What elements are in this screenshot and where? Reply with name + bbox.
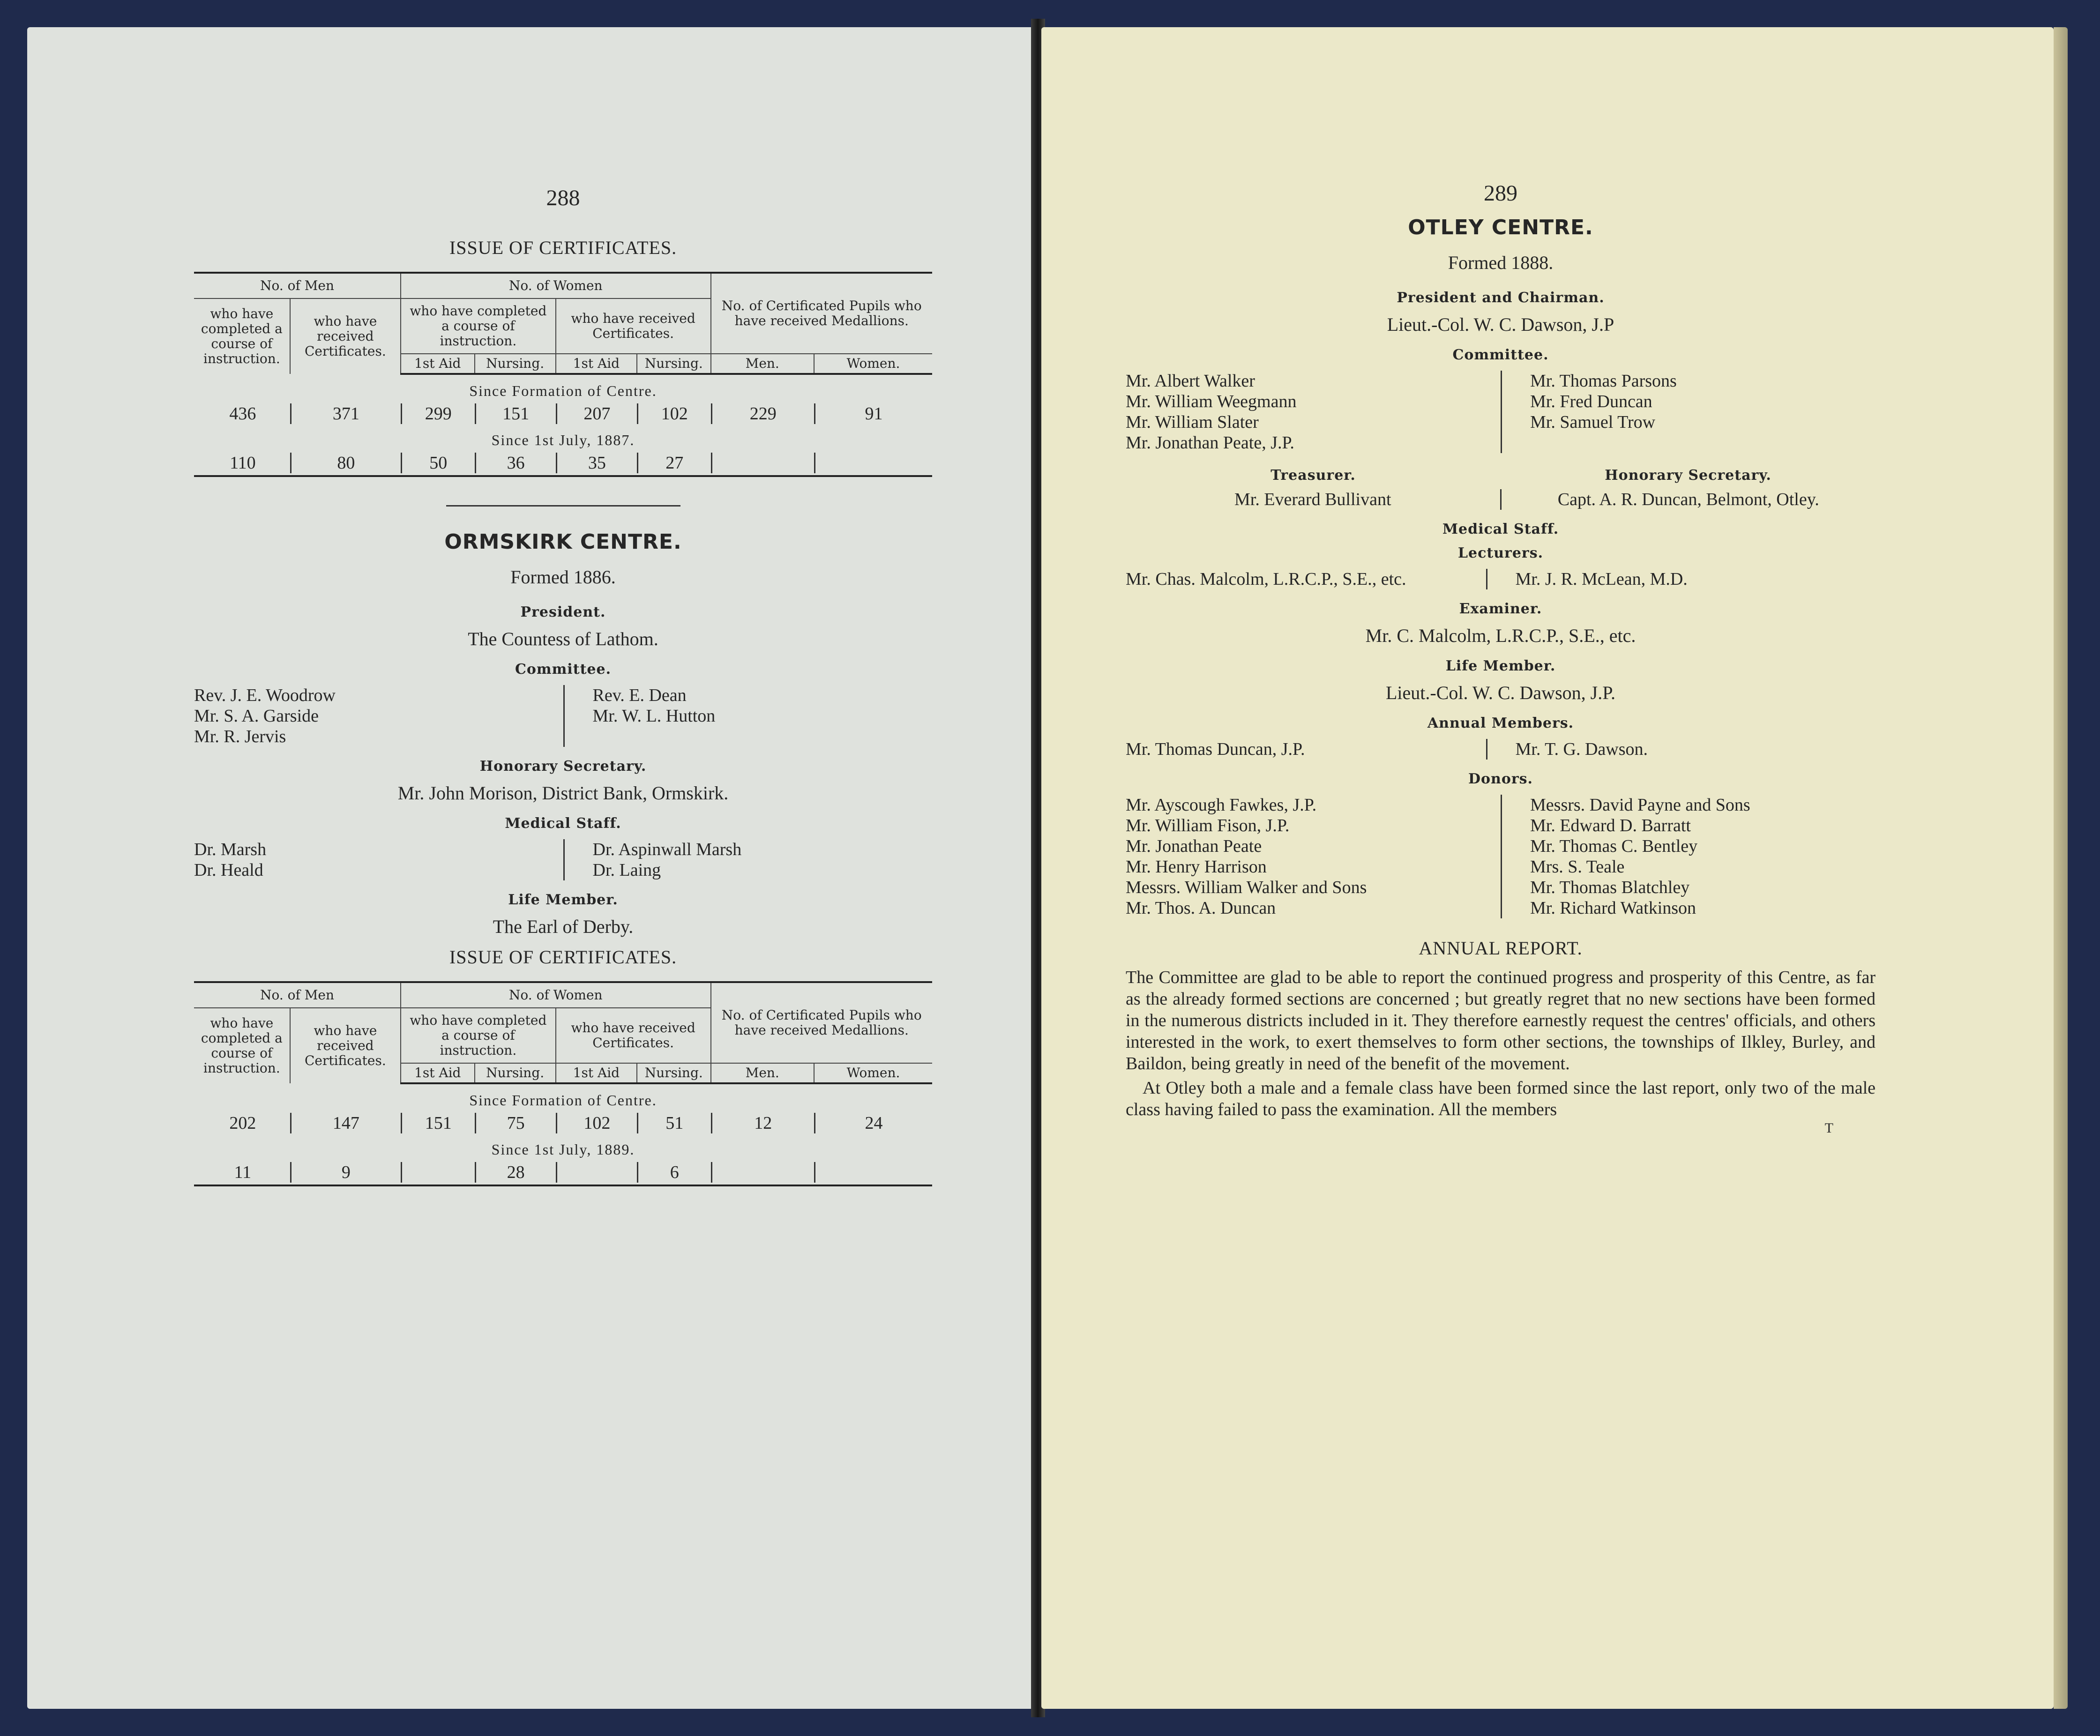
- treasurer-label: Treasurer.: [1270, 467, 1356, 484]
- cell: 12: [711, 1113, 815, 1133]
- cell: 27: [637, 453, 711, 473]
- committee-member: Mr. William Weegmann: [1126, 392, 1297, 411]
- cell: 51: [637, 1113, 711, 1133]
- lecturer-name: Mr. Chas. Malcolm, L.R.C.P., S.E., etc.: [1126, 569, 1406, 589]
- donor: Mr. William Fison, J.P.: [1126, 816, 1290, 835]
- header-men-completed: who have completed a course of instruction.: [194, 298, 290, 374]
- centre-title: ORMSKIRK CENTRE.: [444, 530, 682, 554]
- committee-member: Mr. R. Jervis: [194, 727, 286, 746]
- table-row: [194, 1162, 932, 1186]
- cell: 6: [637, 1162, 711, 1183]
- annual-member: Mr. T. G. Dawson.: [1486, 739, 1876, 760]
- donor: Mr. Edward D. Barratt: [1530, 816, 1691, 835]
- header-men-received: who have received Certificates.: [290, 1008, 401, 1083]
- since-date-label: Since 1st July, 1887.: [491, 432, 635, 448]
- cell: 28: [475, 1162, 556, 1183]
- donor: Mr. Henry Harrison: [1126, 857, 1267, 877]
- examiner-name: Mr. C. Malcolm, L.R.C.P., S.E., etc.: [1365, 625, 1636, 646]
- committee-member: Mr. W. L. Hutton: [592, 706, 716, 726]
- header-medallions: No. of Certificated Pupils who have received Medallions.: [711, 982, 933, 1063]
- certificates-header: [194, 981, 932, 1084]
- page-number: 288: [546, 186, 580, 210]
- donors-list: [1126, 795, 1876, 918]
- cell: 24: [814, 1113, 932, 1133]
- cell: 102: [556, 1113, 637, 1133]
- sub-nursing: Nursing.: [637, 1063, 711, 1083]
- secretary-label: Honorary Secretary.: [1605, 467, 1771, 484]
- table-title: ISSUE OF CERTIFICATES.: [449, 237, 677, 258]
- cell: 299: [401, 403, 475, 424]
- life-member-label: Life Member.: [1445, 658, 1556, 674]
- secretary-name: Capt. A. R. Duncan, Belmont, Otley.: [1500, 489, 1876, 510]
- sub-men: Men.: [711, 354, 815, 374]
- header-men-received: who have received Certificates.: [290, 298, 401, 374]
- life-member-label: Life Member.: [508, 892, 618, 908]
- donor: Mrs. S. Teale: [1530, 857, 1625, 877]
- annual-members-label: Annual Members.: [1427, 715, 1574, 731]
- donor: Messrs. William Walker and Sons: [1126, 878, 1367, 897]
- cell: 110: [230, 453, 256, 473]
- right-page-column: [1126, 180, 1876, 1136]
- cell: [711, 453, 815, 473]
- medical-staff-member: Dr. Aspinwall Marsh: [592, 840, 742, 859]
- president-label: President and Chairman.: [1397, 290, 1605, 306]
- committee-member: Mr. Fred Duncan: [1530, 392, 1652, 411]
- lecturer-name: Mr. J. R. McLean, M.D.: [1486, 569, 1876, 589]
- header-women: No. of Women: [401, 982, 711, 1008]
- committee-list: [1126, 371, 1876, 453]
- cell: 207: [556, 403, 637, 424]
- cell: 371: [290, 403, 401, 424]
- committee-member: Mr. Thomas Parsons: [1530, 371, 1677, 391]
- examiner-label: Examiner.: [1459, 601, 1542, 617]
- medical-staff-member: Dr. Laing: [592, 860, 661, 880]
- page-number: 289: [1484, 181, 1517, 206]
- committee-label: Committee.: [1452, 347, 1549, 363]
- president-name: Lieut.-Col. W. C. Dawson, J.P: [1387, 314, 1614, 335]
- cell: 11: [234, 1162, 252, 1182]
- donor: Mr. Jonathan Peate: [1126, 836, 1262, 856]
- donor: Messrs. David Payne and Sons: [1530, 795, 1750, 815]
- secretary-name: Mr. John Morison, District Bank, Ormskirk.: [397, 782, 729, 804]
- cell: [401, 1162, 475, 1183]
- cell: 50: [401, 453, 475, 473]
- sub-women: Women.: [814, 1063, 932, 1083]
- annual-report-title: ANNUAL REPORT.: [1419, 938, 1583, 959]
- donor: Mr. Thomas Blatchley: [1530, 878, 1690, 897]
- sub-nursing: Nursing.: [475, 1063, 556, 1083]
- header-medallions: No. of Certificated Pupils who have received Medallions.: [711, 273, 933, 354]
- cell: 9: [290, 1162, 401, 1183]
- header-men: No. of Men: [194, 273, 401, 298]
- certificates-table-2: [194, 946, 932, 1186]
- life-member-name: Lieut.-Col. W. C. Dawson, J.P.: [1385, 682, 1616, 703]
- annual-members-list: [1126, 739, 1876, 760]
- page-edge: [2054, 27, 2068, 1709]
- committee-member: Rev. J. E. Woodrow: [194, 685, 336, 705]
- left-page-column: [194, 185, 932, 1191]
- committee-member: Mr. Albert Walker: [1126, 371, 1255, 391]
- section-divider: [446, 505, 680, 507]
- since-formation-label: Since Formation of Centre.: [469, 382, 657, 399]
- header-women-completed: who have completed a course of instruction.: [401, 298, 556, 354]
- committee-label: Committee.: [515, 661, 612, 678]
- cell: 436: [229, 404, 256, 424]
- formed-year: Formed 1886.: [510, 566, 616, 588]
- sub-women: Women.: [814, 354, 932, 374]
- certificates-header: [194, 272, 932, 375]
- medical-staff-label: Medical Staff.: [1442, 521, 1559, 537]
- cell: 151: [475, 403, 556, 424]
- treasurer-name: Mr. Everard Bullivant: [1234, 490, 1391, 509]
- committee-member: Mr. William Slater: [1126, 412, 1259, 432]
- header-men: No. of Men: [194, 982, 401, 1008]
- medical-staff-label: Medical Staff.: [505, 815, 621, 832]
- signature-mark: T: [1824, 1120, 1833, 1136]
- since-formation-label: Since Formation of Centre.: [469, 1092, 657, 1109]
- cell: [814, 1162, 932, 1183]
- table-row: [194, 403, 932, 424]
- ormskirk-centre-section: [194, 530, 932, 938]
- sub-men: Men.: [711, 1063, 815, 1083]
- donor: Mr. Thos. A. Duncan: [1126, 898, 1276, 918]
- cell: [711, 1162, 815, 1183]
- report-paragraph: The Committee are glad to be able to report the continued progress and prosperity of this Centre, as far as the already formed sections are concerned ; but greatly regret that no new sections have been formed in the numerous districts included in it. They therefore earnestly request the centres' officials, and others interested in the work, to exert themselves to form other sections, the townships of Ilkley, Burley, and Baildon, being greatly in need of the benefit of the movement.: [1126, 968, 1876, 1073]
- cell: 202: [229, 1113, 256, 1133]
- secretary-label: Honorary Secretary.: [479, 758, 647, 775]
- donor: Mr. Thomas C. Bentley: [1530, 836, 1698, 856]
- committee-member: Mr. Samuel Trow: [1530, 412, 1656, 432]
- cell: 75: [475, 1113, 556, 1133]
- cell: 147: [290, 1113, 401, 1133]
- sub-1st-aid: 1st Aid: [401, 354, 475, 374]
- committee-member: Rev. E. Dean: [592, 685, 687, 705]
- committee-member: Mr. S. A. Garside: [194, 706, 319, 726]
- cell: 36: [475, 453, 556, 473]
- sub-1st-aid: 1st Aid: [556, 354, 637, 374]
- header-women: No. of Women: [401, 273, 711, 298]
- cell: 229: [711, 403, 815, 424]
- table-row: [194, 453, 932, 477]
- header-women-received: who have received Certificates.: [556, 1008, 711, 1063]
- centre-title: OTLEY CENTRE.: [1408, 216, 1593, 239]
- lecturers-label: Lecturers.: [1457, 545, 1544, 561]
- lecturers-list: [1126, 569, 1876, 589]
- sub-nursing: Nursing.: [637, 354, 711, 374]
- table-title: ISSUE OF CERTIFICATES.: [449, 946, 677, 968]
- cell: [814, 453, 932, 473]
- life-member-name: The Earl of Derby.: [493, 916, 634, 937]
- officer-labels: [1126, 467, 1876, 484]
- officer-names: [1126, 489, 1876, 510]
- medical-staff-list: [194, 839, 932, 880]
- header-women-received: who have received Certificates.: [556, 298, 711, 354]
- medical-staff-member: Dr. Marsh: [194, 840, 267, 859]
- cell: [556, 1162, 637, 1183]
- committee-member: Mr. Jonathan Peate, J.P.: [1126, 433, 1294, 453]
- since-date-label: Since 1st July, 1889.: [491, 1141, 635, 1158]
- report-paragraph: At Otley both a male and a female class have been formed since the last report, only two of the male class having failed to pass the examination. All the members: [1126, 1078, 1876, 1119]
- donors-label: Donors.: [1468, 771, 1533, 787]
- president-label: President.: [520, 604, 606, 620]
- sub-1st-aid: 1st Aid: [556, 1063, 637, 1083]
- certificates-table-1: [194, 237, 932, 477]
- donor: Mr. Ayscough Fawkes, J.P.: [1126, 795, 1317, 815]
- committee-list: [194, 685, 932, 747]
- sub-1st-aid: 1st Aid: [401, 1063, 475, 1083]
- table-row: [194, 1113, 932, 1133]
- cell: 80: [290, 453, 401, 473]
- cell: 102: [637, 403, 711, 424]
- header-women-completed: who have completed a course of instruction.: [401, 1008, 556, 1063]
- header-men-completed: who have completed a course of instruction.: [194, 1008, 290, 1083]
- cell: 35: [556, 453, 637, 473]
- formed-year: Formed 1888.: [1448, 252, 1554, 273]
- cell: 91: [814, 403, 932, 424]
- cell: 151: [401, 1113, 475, 1133]
- president-name: The Countess of Lathom.: [468, 628, 658, 649]
- sub-nursing: Nursing.: [475, 354, 556, 374]
- donor: Mr. Richard Watkinson: [1530, 898, 1696, 918]
- annual-member: Mr. Thomas Duncan, J.P.: [1126, 739, 1305, 759]
- medical-staff-member: Dr. Heald: [194, 860, 263, 880]
